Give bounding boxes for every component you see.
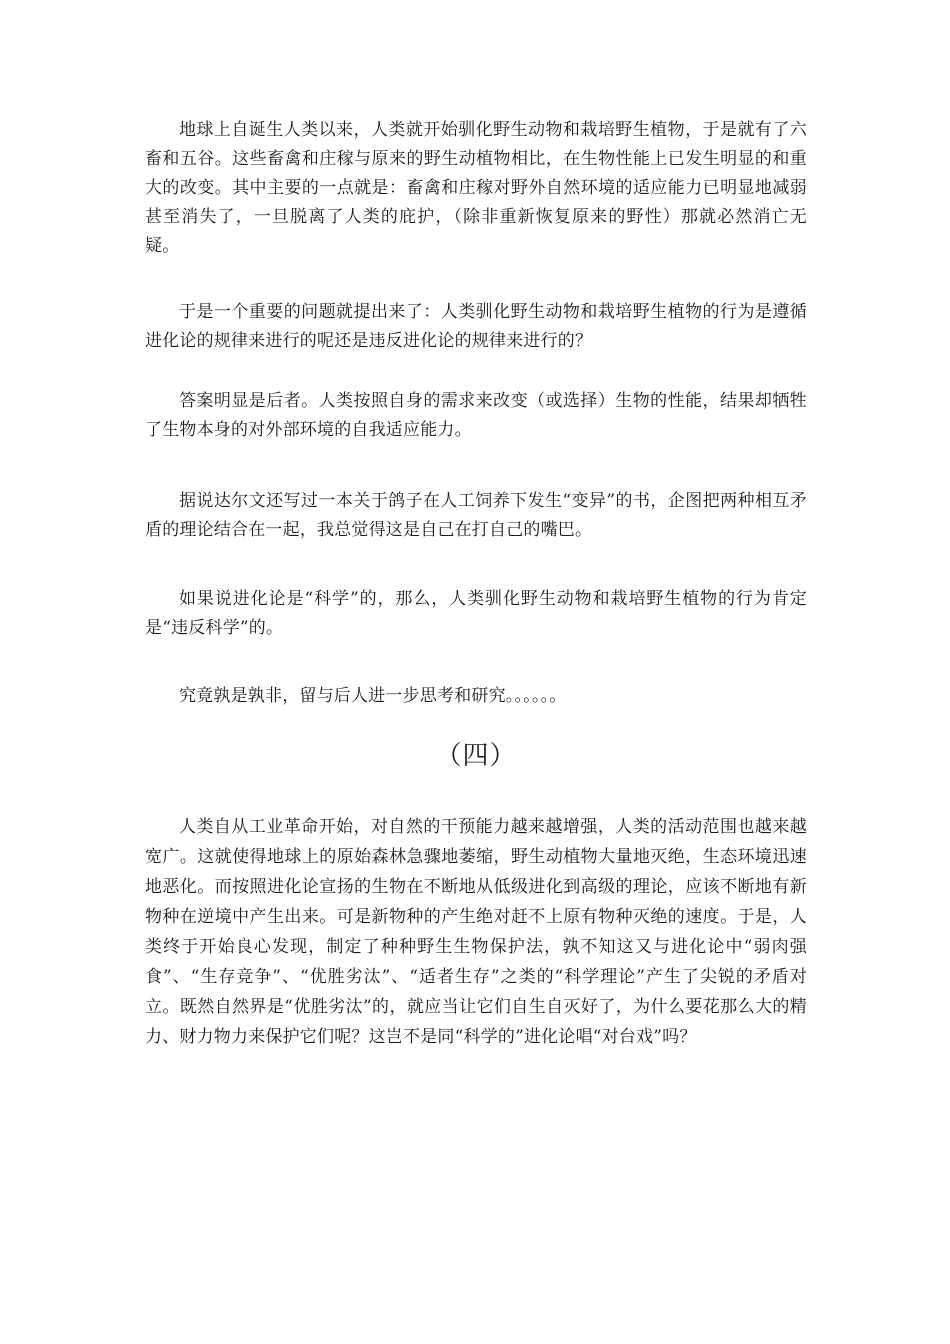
paragraph: 地球上自诞生人类以来，人类就开始驯化野生动物和栽培野生植物，于是就有了六畜和五谷。这些畜禽和庄稼与原来的野生动植物相比，在生物性能上已发生明显的和重大的改变。其中主要的一点就是：畜禽和庄稼对野外自然环境的适应能力已明显地减弱甚至消失了，一旦脱离了人类的庇护，（除非重新恢复原来的野性）那就必然消亡无疑。 [145,120,807,256]
paragraph: 究竟孰是孰非，留与后人进一步思考和研究。。。。。。 [179,686,567,706]
paragraph: 据说达尔文还写过一本关于鸽子在人工饲养下发生“变异”的书，企图把两种相互矛盾的理论结合在一起，我总觉得这是自己在打自己的嘴巴。 [145,491,807,540]
paragraph: 答案明显是后者。人类按照自身的需求来改变（或选择）生物的性能，结果却牺牲了生物本身的对外部环境的自我适应能力。 [145,391,807,440]
paragraph: 人类自从工业革命开始，对自然的干预能力越来越增强，人类的活动范围也越来越宽广。这就使得地球上的原始森林急骤地萎缩，野生动植物大量地灭绝，生态环境迅速地恶化。而按照进化论宣扬的生物在不断地从低级进化到高级的理论，应该不断地有新物种在逆境中产生出来。可是新物种的产生绝对赶不上原有物种灭绝的速度。于是，人类终于开始良心发现，制定了种种野生生物保护法，孰不知这又与进化论中“弱肉强食”、“生存竞争”、“优胜劣汰”、“适者生存”之类的“科学理论”产生了尖锐的矛盾对立。既然自然界是“优胜劣汰”的，就应当让它们自生自灭好了，为什么要花那么大的精力、财力物力来保护它们呢？这岂不是同“科学的”进化论唱“对台戏”吗？ [145,817,807,1047]
section-heading: （四） [435,741,517,771]
paragraph: 如果说进化论是“科学”的，那么，人类驯化野生动物和栽培野生植物的行为肯定是“违反科学”的。 [145,589,807,638]
paragraph: 于是一个重要的问题就提出来了：人类驯化野生动物和栽培野生植物的行为是遵循进化论的规律来进行的呢还是违反进化论的规律来进行的？ [145,302,807,351]
